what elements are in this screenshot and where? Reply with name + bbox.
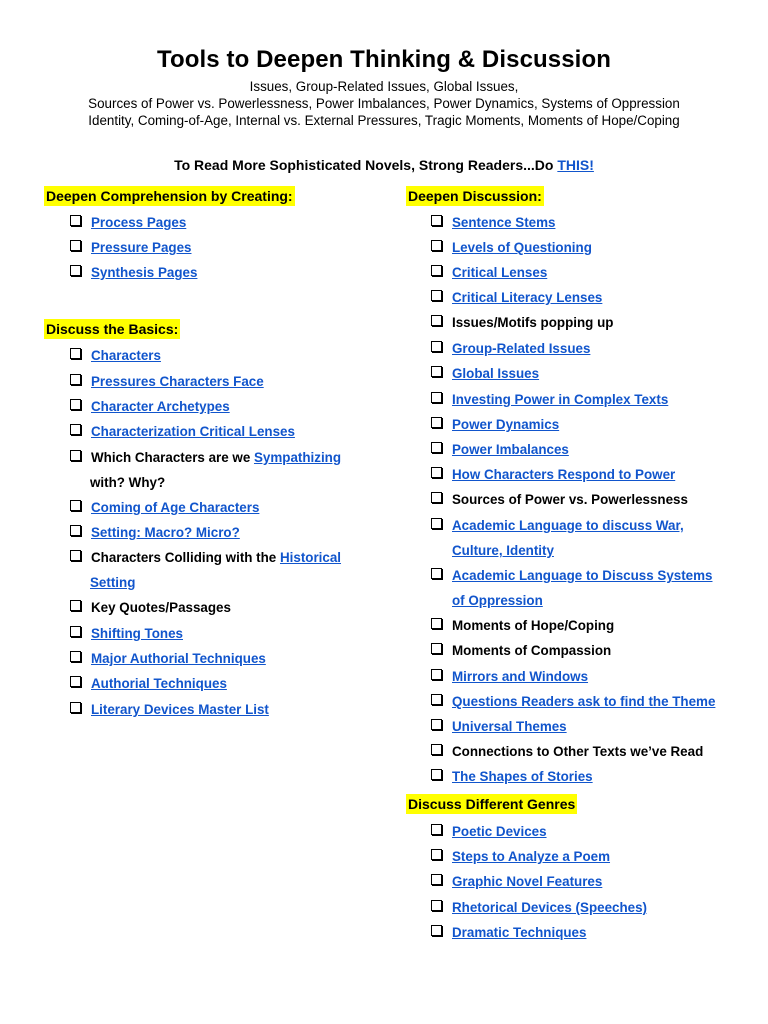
universal-themes-link[interactable]: Universal Themes bbox=[452, 719, 567, 734]
checkbox-icon bbox=[431, 240, 442, 251]
list-item bbox=[431, 441, 569, 459]
checkbox-icon bbox=[70, 265, 81, 276]
list-item bbox=[70, 373, 264, 391]
list-item bbox=[431, 617, 614, 635]
characters-link[interactable]: Characters bbox=[91, 348, 161, 363]
list-item bbox=[70, 449, 341, 467]
academic-systems-link[interactable]: Academic Language to Discuss Systems bbox=[452, 568, 713, 583]
major-authorial-link[interactable]: Major Authorial Techniques bbox=[91, 651, 266, 666]
list-item bbox=[431, 365, 539, 383]
checkbox-icon bbox=[431, 417, 442, 428]
synthesis-pages-link[interactable]: Synthesis Pages bbox=[91, 265, 198, 280]
poetic-devices-link[interactable]: Poetic Devices bbox=[452, 824, 547, 839]
checkbox-icon bbox=[431, 925, 442, 936]
literary-devices-link[interactable]: Literary Devices Master List bbox=[91, 702, 269, 717]
list-item bbox=[431, 340, 590, 358]
list-item bbox=[431, 823, 547, 841]
coming-of-age-link[interactable]: Coming of Age Characters bbox=[91, 500, 260, 515]
list-item bbox=[431, 491, 688, 509]
setting-link[interactable]: Setting: Macro? Micro? bbox=[91, 525, 240, 540]
list-item bbox=[70, 701, 269, 719]
checkbox-icon bbox=[431, 694, 442, 705]
list-item bbox=[431, 873, 602, 891]
checkbox-icon bbox=[70, 676, 81, 687]
checkbox-icon bbox=[70, 348, 81, 359]
academic-war-link-cont[interactable]: Culture, Identity bbox=[452, 543, 554, 558]
sympathizing-link[interactable]: Sympathizing bbox=[253, 450, 342, 465]
sources-power-text: Sources of Power vs. Powerlessness bbox=[452, 492, 688, 507]
checkbox-icon bbox=[431, 366, 442, 377]
issues-motifs-text: Issues/Motifs popping up bbox=[452, 315, 614, 330]
checkbox-icon bbox=[431, 392, 442, 403]
graphic-novel-link[interactable]: Graphic Novel Features bbox=[452, 874, 603, 889]
list-item bbox=[431, 214, 555, 232]
list-item bbox=[431, 743, 703, 761]
sentence-stems-link[interactable]: Sentence Stems bbox=[452, 215, 556, 230]
list-item bbox=[70, 599, 231, 617]
list-item bbox=[431, 314, 613, 332]
list-item bbox=[431, 693, 715, 711]
pressure-pages-link[interactable]: Pressure Pages bbox=[91, 240, 192, 255]
checkbox-icon bbox=[431, 849, 442, 860]
academic-war-link[interactable]: Academic Language to discuss War, bbox=[452, 518, 684, 533]
subtitle-line-1: Issues, Group-Related Issues, Global Issues, bbox=[249, 79, 519, 94]
list-item bbox=[70, 549, 341, 567]
critical-literacy-link[interactable]: Critical Literacy Lenses bbox=[452, 290, 603, 305]
pressures-link[interactable]: Pressures Characters Face bbox=[91, 374, 264, 389]
shifting-tones-link[interactable]: Shifting Tones bbox=[91, 626, 183, 641]
checkbox-icon bbox=[70, 215, 81, 226]
investing-power-link[interactable]: Investing Power in Complex Texts bbox=[452, 392, 669, 407]
checkbox-icon bbox=[70, 600, 81, 611]
heading-discuss-genres: Discuss Different Genres bbox=[408, 796, 576, 812]
subtitle-line-3: Identity, Coming-of-Age, Internal vs. External Pressures, Tragic Moments, Moments of Hope/Coping bbox=[88, 113, 680, 128]
heading-deepen-discussion: Deepen Discussion: bbox=[408, 188, 542, 204]
list-item bbox=[70, 264, 197, 282]
mirrors-windows-link[interactable]: Mirrors and Windows bbox=[452, 669, 589, 684]
checkbox-icon bbox=[431, 824, 442, 835]
checkbox-icon bbox=[431, 442, 442, 453]
list-item bbox=[70, 347, 161, 365]
checkbox-icon bbox=[70, 626, 81, 637]
list-item bbox=[431, 567, 712, 585]
list-item bbox=[431, 289, 602, 307]
list-item bbox=[70, 524, 240, 542]
heading-deepen-comprehension: Deepen Comprehension by Creating: bbox=[46, 188, 293, 204]
list-item-continuation: with? Why? bbox=[90, 475, 166, 490]
checkbox-icon bbox=[431, 874, 442, 885]
list-item bbox=[70, 675, 227, 693]
checkbox-icon bbox=[70, 500, 81, 511]
academic-systems-link-cont[interactable]: of Oppression bbox=[452, 593, 543, 608]
checkbox-icon bbox=[70, 374, 81, 385]
list-item bbox=[70, 239, 192, 257]
compassion-text: Moments of Compassion bbox=[452, 643, 612, 658]
checkbox-icon bbox=[431, 643, 442, 654]
hope-coping-text: Moments of Hope/Coping bbox=[452, 618, 615, 633]
heading-discuss-basics: Discuss the Basics: bbox=[46, 321, 179, 337]
page-title: Tools to Deepen Thinking & Discussion bbox=[157, 46, 611, 73]
checkbox-icon bbox=[431, 719, 442, 730]
list-item-continuation bbox=[90, 574, 135, 592]
dramatic-techniques-link[interactable]: Dramatic Techniques bbox=[452, 925, 587, 940]
list-item bbox=[431, 899, 647, 917]
checkbox-icon bbox=[431, 315, 442, 326]
this-link[interactable]: THIS! bbox=[557, 157, 594, 173]
power-dynamics-link[interactable]: Power Dynamics bbox=[452, 417, 560, 432]
list-item bbox=[431, 848, 610, 866]
checkbox-icon bbox=[70, 399, 81, 410]
historical-setting-link[interactable]: Setting bbox=[90, 575, 136, 590]
list-item bbox=[431, 391, 668, 409]
list-item-continuation bbox=[452, 592, 543, 610]
checkbox-icon bbox=[431, 769, 442, 780]
checkbox-icon bbox=[431, 341, 442, 352]
checkbox-icon bbox=[70, 651, 81, 662]
sympathizing-text: Which Characters are we bbox=[91, 450, 254, 465]
list-item bbox=[70, 625, 183, 643]
checkbox-icon bbox=[431, 492, 442, 503]
theme-questions-link[interactable]: Questions Readers ask to find the Theme bbox=[452, 694, 716, 709]
checkbox-icon bbox=[431, 290, 442, 301]
list-item bbox=[431, 718, 567, 736]
tagline-text: To Read More Sophisticated Novels, Strong Readers...Do bbox=[174, 157, 558, 173]
checkbox-icon bbox=[431, 518, 442, 529]
list-item bbox=[70, 499, 259, 517]
checkbox-icon bbox=[431, 618, 442, 629]
list-item bbox=[70, 423, 295, 441]
list-item bbox=[431, 517, 684, 535]
checkbox-icon bbox=[70, 525, 81, 536]
list-item bbox=[70, 398, 230, 416]
connections-text: Connections to Other Texts we’ve Read bbox=[452, 744, 704, 759]
process-pages-link[interactable]: Process Pages bbox=[91, 215, 187, 230]
checkbox-icon bbox=[431, 467, 442, 478]
list-item bbox=[431, 239, 592, 257]
respond-power-link[interactable]: How Characters Respond to Power bbox=[452, 467, 676, 482]
list-item bbox=[431, 466, 675, 484]
checkbox-icon bbox=[431, 744, 442, 755]
levels-questioning-link[interactable]: Levels of Questioning bbox=[452, 240, 592, 255]
checkbox-icon bbox=[70, 450, 81, 461]
list-item-continuation bbox=[452, 542, 554, 560]
checkbox-icon bbox=[70, 240, 81, 251]
historical-link[interactable]: Historical bbox=[279, 550, 342, 565]
checkbox-icon bbox=[431, 215, 442, 226]
analyze-poem-link[interactable]: Steps to Analyze a Poem bbox=[452, 849, 611, 864]
key-quotes-text: Key Quotes/Passages bbox=[91, 600, 231, 615]
archetypes-link[interactable]: Character Archetypes bbox=[91, 399, 230, 414]
list-item bbox=[70, 650, 266, 668]
shapes-stories-link[interactable]: The Shapes of Stories bbox=[452, 769, 593, 784]
list-item bbox=[431, 264, 547, 282]
checkbox-icon bbox=[70, 424, 81, 435]
list-item bbox=[431, 668, 588, 686]
checkbox-icon bbox=[431, 568, 442, 579]
list-item bbox=[70, 214, 186, 232]
list-item bbox=[431, 768, 593, 786]
characterization-link[interactable]: Characterization Critical Lenses bbox=[91, 424, 295, 439]
global-issues-link[interactable]: Global Issues bbox=[452, 366, 540, 381]
checkbox-icon bbox=[431, 900, 442, 911]
list-item bbox=[431, 416, 559, 434]
list-item bbox=[431, 924, 586, 942]
rhetorical-devices-link[interactable]: Rhetorical Devices (Speeches) bbox=[452, 900, 647, 915]
subtitle-line-2: Sources of Power vs. Powerlessness, Power Imbalances, Power Dynamics, Systems of Oppression bbox=[88, 96, 680, 111]
checkbox-icon bbox=[431, 669, 442, 680]
checkbox-icon bbox=[70, 550, 81, 561]
colliding-text: Characters Colliding with the bbox=[91, 550, 280, 565]
authorial-link[interactable]: Authorial Techniques bbox=[91, 676, 227, 691]
checkbox-icon bbox=[70, 702, 81, 713]
group-issues-link[interactable]: Group-Related Issues bbox=[452, 341, 591, 356]
list-item bbox=[431, 642, 611, 660]
power-imbalances-link[interactable]: Power Imbalances bbox=[452, 442, 569, 457]
critical-lenses-link[interactable]: Critical Lenses bbox=[452, 265, 548, 280]
tagline bbox=[0, 157, 768, 173]
checkbox-icon bbox=[431, 265, 442, 276]
